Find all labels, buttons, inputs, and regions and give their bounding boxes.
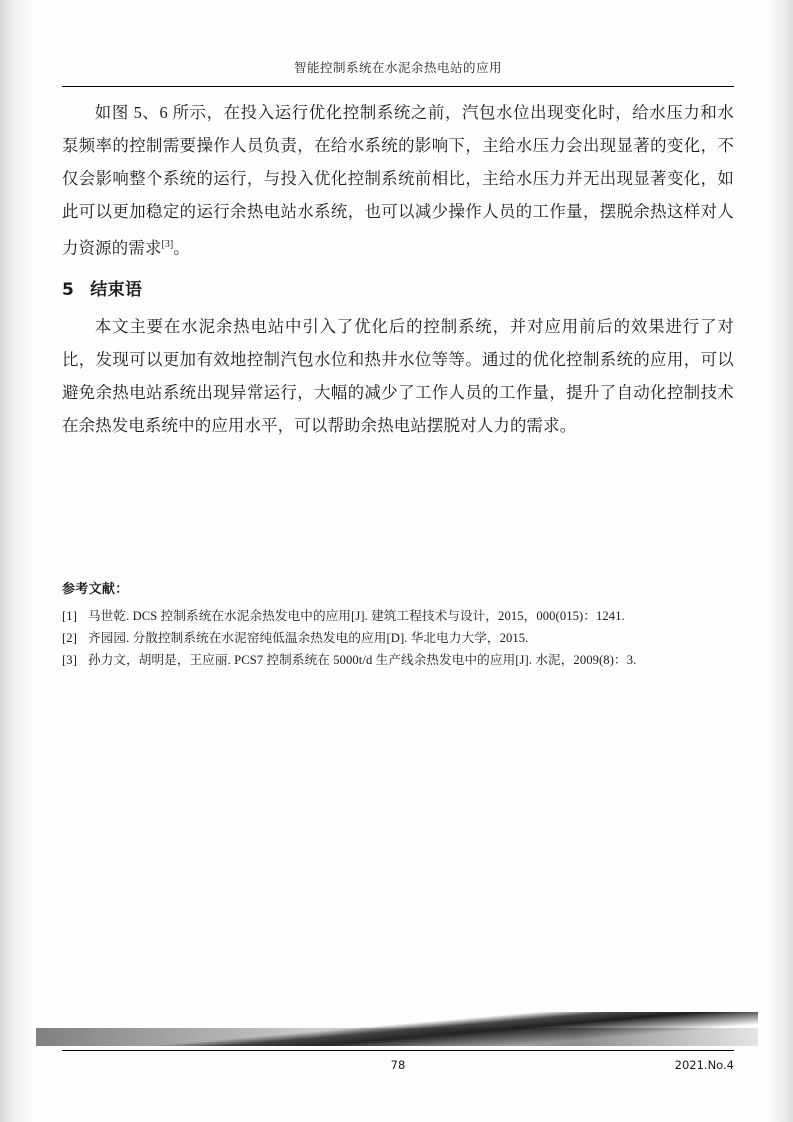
reference-item — [62, 627, 734, 649]
reference-text: 齐园园. 分散控制系统在水泥窑纯低温余热发电的应用[D]. 华北电力大学，2015. — [88, 631, 529, 645]
citation-marker-3: [3] — [161, 239, 174, 250]
paragraph-1-terminator: 。 — [173, 238, 190, 258]
running-header — [62, 58, 734, 76]
reference-number: [1] — [62, 609, 77, 623]
reference-item — [62, 649, 734, 671]
body-text — [62, 96, 734, 444]
paragraph-2: 本文主要在水泥余热电站中引入了优化后的控制系统，并对应用前后的效果进行了对比，发现可以更加有效地控制汽包水位和热井水位等等。通过的优化控制系统的应用，可以避免余热电站系统出现异常运行，大幅的减少了工作人员的工作量，提升了自动化控制技术在余热发电系统中的应用水平，可以帮助余热电站摆脱对人力的需求。 — [62, 317, 734, 436]
reference-number: [2] — [62, 631, 77, 645]
references-section — [62, 578, 734, 671]
footer-divider — [62, 1050, 734, 1051]
paragraph-1 — [62, 96, 734, 264]
footer-issue: 2021.No.4 — [674, 1058, 734, 1072]
running-header-title: 智能控制系统在水泥余热电站的应用 — [293, 60, 502, 75]
reference-number: [3] — [62, 653, 77, 667]
reference-text: 孙力文，胡明是，王应丽. PCS7 控制系统在 5000t/d 生产线余热发电中的应用[J]. 水泥，2009(8)：3. — [88, 653, 637, 667]
section-heading-conclusion — [62, 274, 734, 306]
references-title: 参考文献： — [62, 582, 129, 597]
reference-item — [62, 605, 734, 627]
section-title: 结束语 — [90, 280, 143, 301]
paragraph-1-text: 如图 5、6 所示，在投入运行优化控制系统之前，汽包水位出现变化时，给水压力和水泵频率的控制需要操作人员负责，在给水系统的影响下，主给水压力会出现显著的变化，不仅会影响整个系统的运行，与投入优化控制系统前相比，主给水压力并无出现显著变化，如此可以更加稳定的运行余热电站水系统，也可以减少操作人员的工作量，摆脱余热这样对人力资源的需求 — [62, 103, 734, 258]
reference-text: 马世乾. DCS 控制系统在水泥余热发电中的应用[J]. 建筑工程技术与设计，2015，000(015)：1241. — [88, 609, 625, 623]
page-content — [62, 0, 734, 1122]
header-divider — [62, 86, 734, 87]
section-number: 5 — [62, 280, 75, 301]
footer-page-number: 78 — [390, 1058, 406, 1072]
